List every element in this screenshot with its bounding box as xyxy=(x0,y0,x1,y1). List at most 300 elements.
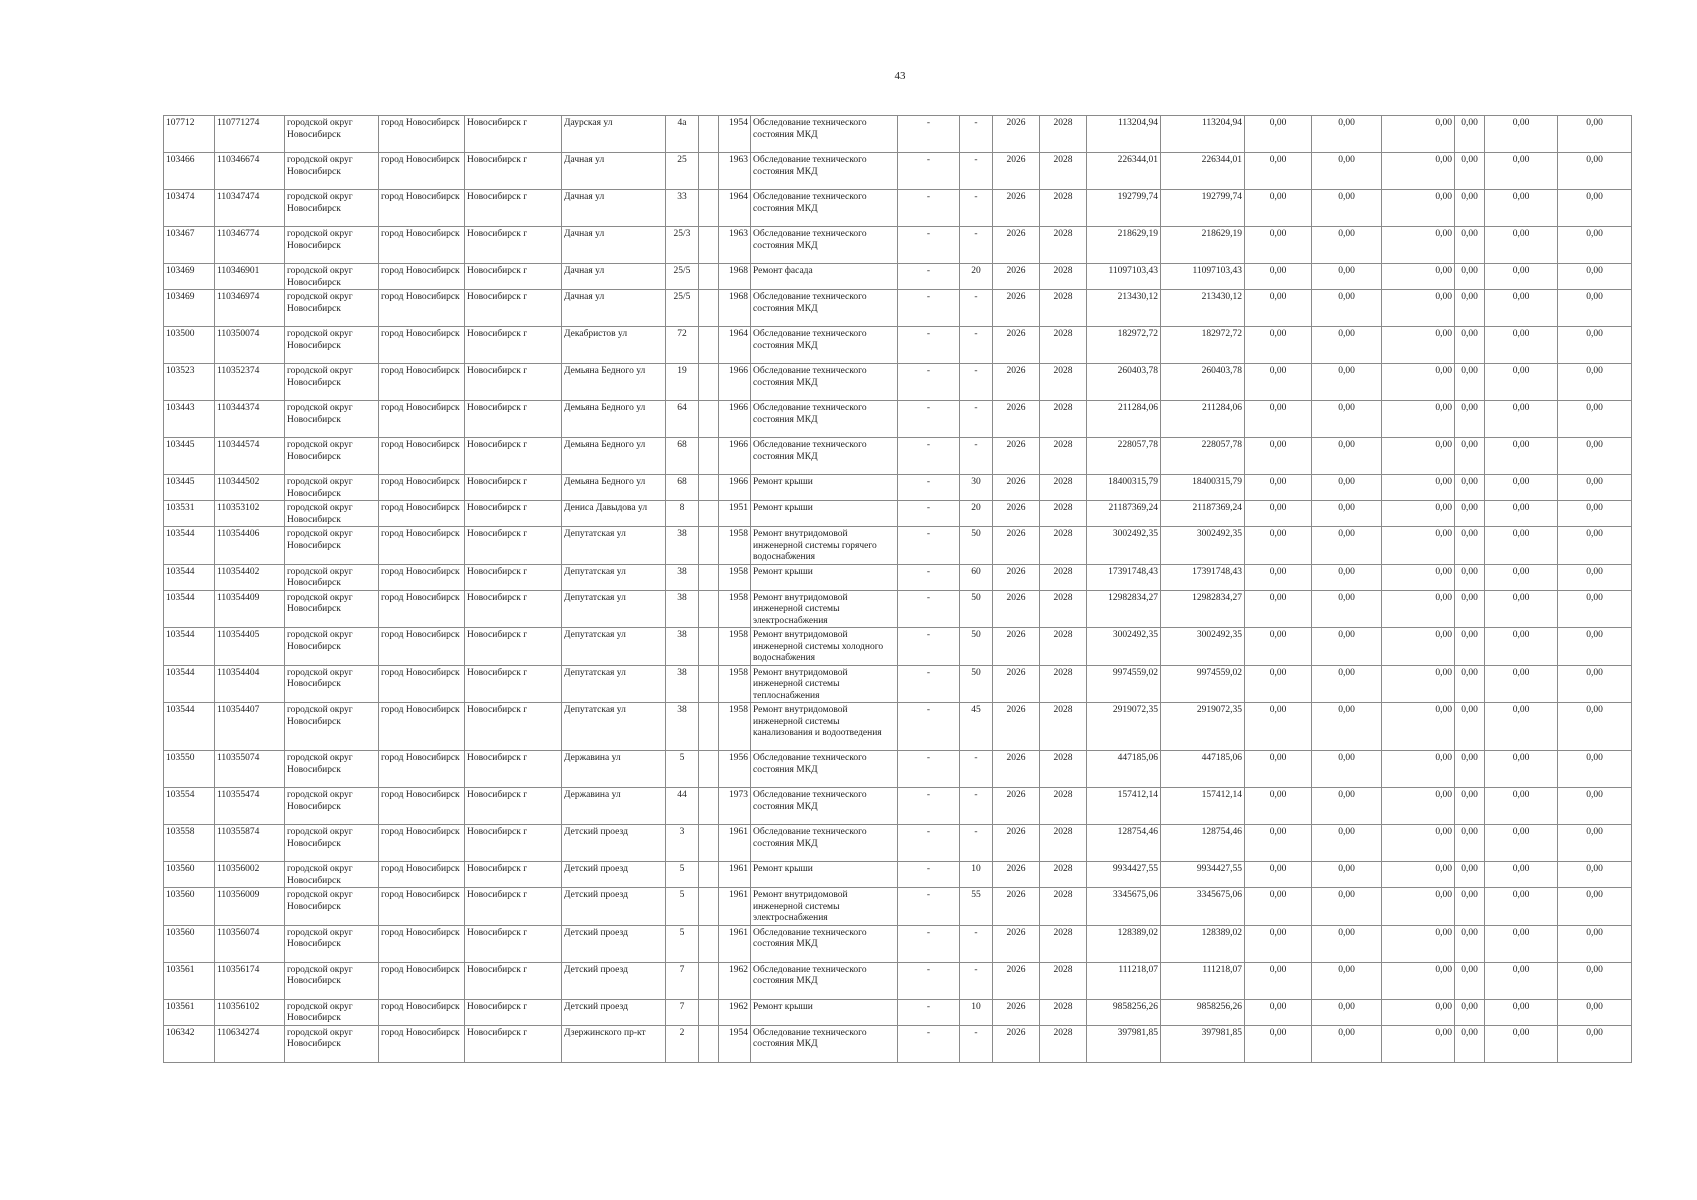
cell-city: Новосибирск г xyxy=(465,527,562,565)
cell-settlement: город Новосибирск xyxy=(379,925,465,962)
cell-house-number: 5 xyxy=(666,862,699,888)
table-row xyxy=(164,862,1632,888)
cell-year-built: 1961 xyxy=(719,862,751,888)
cell-cost-federal: 0,00 xyxy=(1245,788,1312,825)
cell-street: Державина ул xyxy=(562,751,666,788)
cell-cost-owners: 3002492,35 xyxy=(1161,628,1245,666)
cell-end-year: 2028 xyxy=(1040,888,1087,926)
cell-building xyxy=(699,401,719,438)
cell-start-year: 2026 xyxy=(993,999,1040,1025)
cell-house-number: 25 xyxy=(666,153,699,190)
cell-depreciation: - xyxy=(898,527,960,565)
cell-wear-percent: 60 xyxy=(960,564,993,590)
cell-cost-other: 0,00 xyxy=(1455,501,1485,527)
cell-cost-reserve: 0,00 xyxy=(1485,925,1558,962)
cell-street: Дзержинского пр-кт xyxy=(562,1025,666,1062)
cell-cost-extra: 0,00 xyxy=(1558,788,1632,825)
cell-total-cost: 157412,14 xyxy=(1087,788,1161,825)
cell-cost-owners: 3002492,35 xyxy=(1161,527,1245,565)
cell-cost-extra: 0,00 xyxy=(1558,475,1632,501)
cell-city: Новосибирск г xyxy=(465,327,562,364)
table-row xyxy=(164,564,1632,590)
cell-cost-reserve: 0,00 xyxy=(1485,888,1558,926)
cell-depreciation: - xyxy=(898,290,960,327)
cell-municipal-district: городской округ Новосибирск xyxy=(285,501,379,527)
cell-settlement: город Новосибирск xyxy=(379,628,465,666)
cell-cost-extra: 0,00 xyxy=(1558,703,1632,751)
cell-year-built: 1958 xyxy=(719,590,751,628)
cell-settlement: город Новосибирск xyxy=(379,527,465,565)
cell-city: Новосибирск г xyxy=(465,665,562,703)
cell-cost-federal: 0,00 xyxy=(1245,703,1312,751)
cell-cost-local: 0,00 xyxy=(1382,475,1455,501)
cell-cost-other: 0,00 xyxy=(1455,751,1485,788)
cell-municipal-district: городской округ Новосибирск xyxy=(285,825,379,862)
cell-house-number: 38 xyxy=(666,590,699,628)
cell-municipal-district: городской округ Новосибирск xyxy=(285,264,379,290)
cell-item-id: 110356009 xyxy=(215,888,285,926)
cell-cost-local: 0,00 xyxy=(1382,862,1455,888)
cell-city: Новосибирск г xyxy=(465,888,562,926)
cell-cost-reserve: 0,00 xyxy=(1485,501,1558,527)
cell-total-cost: 2919072,35 xyxy=(1087,703,1161,751)
cell-settlement: город Новосибирск xyxy=(379,227,465,264)
cell-end-year: 2028 xyxy=(1040,475,1087,501)
table-row xyxy=(164,227,1632,264)
cell-cost-federal: 0,00 xyxy=(1245,590,1312,628)
cell-item-id: 110346974 xyxy=(215,290,285,327)
cell-municipal-district: городской округ Новосибирск xyxy=(285,788,379,825)
cell-start-year: 2026 xyxy=(993,327,1040,364)
cell-year-built: 1954 xyxy=(719,116,751,153)
cell-item-id: 110354407 xyxy=(215,703,285,751)
cell-start-year: 2026 xyxy=(993,364,1040,401)
cell-cost-other: 0,00 xyxy=(1455,475,1485,501)
cell-work-type: Ремонт внутридомовой инженерной системы канализования и водоотведения xyxy=(751,703,898,751)
cell-year-built: 1961 xyxy=(719,888,751,926)
cell-item-id: 110356074 xyxy=(215,925,285,962)
cell-end-year: 2028 xyxy=(1040,628,1087,666)
cell-start-year: 2026 xyxy=(993,564,1040,590)
cell-total-cost: 226344,01 xyxy=(1087,153,1161,190)
cell-cost-local: 0,00 xyxy=(1382,703,1455,751)
table-row xyxy=(164,116,1632,153)
cell-house-number: 38 xyxy=(666,527,699,565)
cell-cost-owners: 12982834,27 xyxy=(1161,590,1245,628)
cell-cost-local: 0,00 xyxy=(1382,401,1455,438)
cell-wear-percent: - xyxy=(960,751,993,788)
cell-wear-percent: 50 xyxy=(960,665,993,703)
cell-house-id: 103474 xyxy=(164,190,215,227)
cell-item-id: 110354402 xyxy=(215,564,285,590)
cell-start-year: 2026 xyxy=(993,590,1040,628)
cell-cost-regional: 0,00 xyxy=(1312,227,1382,264)
cell-house-number: 38 xyxy=(666,628,699,666)
cell-year-built: 1966 xyxy=(719,401,751,438)
cell-cost-federal: 0,00 xyxy=(1245,751,1312,788)
cell-total-cost: 111218,07 xyxy=(1087,962,1161,999)
cell-street: Демьяна Бедного ул xyxy=(562,401,666,438)
cell-start-year: 2026 xyxy=(993,153,1040,190)
cell-total-cost: 447185,06 xyxy=(1087,751,1161,788)
cell-cost-reserve: 0,00 xyxy=(1485,1025,1558,1062)
cell-house-id: 103445 xyxy=(164,438,215,475)
table-row xyxy=(164,590,1632,628)
cell-cost-local: 0,00 xyxy=(1382,825,1455,862)
cell-cost-extra: 0,00 xyxy=(1558,190,1632,227)
cell-cost-local: 0,00 xyxy=(1382,190,1455,227)
cell-cost-local: 0,00 xyxy=(1382,962,1455,999)
table-row xyxy=(164,925,1632,962)
cell-cost-owners: 9858256,26 xyxy=(1161,999,1245,1025)
cell-cost-local: 0,00 xyxy=(1382,290,1455,327)
cell-city: Новосибирск г xyxy=(465,153,562,190)
cell-cost-reserve: 0,00 xyxy=(1485,590,1558,628)
cell-start-year: 2026 xyxy=(993,665,1040,703)
cell-city: Новосибирск г xyxy=(465,227,562,264)
cell-cost-federal: 0,00 xyxy=(1245,264,1312,290)
cell-house-id: 103544 xyxy=(164,628,215,666)
cell-total-cost: 11097103,43 xyxy=(1087,264,1161,290)
cell-start-year: 2026 xyxy=(993,401,1040,438)
cell-municipal-district: городской округ Новосибирск xyxy=(285,962,379,999)
cell-building xyxy=(699,227,719,264)
cell-cost-other: 0,00 xyxy=(1455,401,1485,438)
cell-end-year: 2028 xyxy=(1040,665,1087,703)
cell-work-type: Обследование технического состояния МКД xyxy=(751,401,898,438)
cell-house-id: 103560 xyxy=(164,888,215,926)
cell-building xyxy=(699,590,719,628)
cell-settlement: город Новосибирск xyxy=(379,153,465,190)
cell-settlement: город Новосибирск xyxy=(379,290,465,327)
cell-cost-regional: 0,00 xyxy=(1312,153,1382,190)
cell-building xyxy=(699,962,719,999)
cell-municipal-district: городской округ Новосибирск xyxy=(285,564,379,590)
cell-municipal-district: городской округ Новосибирск xyxy=(285,703,379,751)
cell-street: Детский проезд xyxy=(562,825,666,862)
cell-cost-federal: 0,00 xyxy=(1245,825,1312,862)
cell-cost-reserve: 0,00 xyxy=(1485,364,1558,401)
cell-house-number: 7 xyxy=(666,999,699,1025)
cell-item-id: 110354406 xyxy=(215,527,285,565)
cell-cost-reserve: 0,00 xyxy=(1485,788,1558,825)
cell-house-id: 103467 xyxy=(164,227,215,264)
cell-cost-federal: 0,00 xyxy=(1245,999,1312,1025)
cell-work-type: Обследование технического состояния МКД xyxy=(751,227,898,264)
cell-municipal-district: городской округ Новосибирск xyxy=(285,665,379,703)
cell-end-year: 2028 xyxy=(1040,153,1087,190)
cell-work-type: Ремонт внутридомовой инженерной системы электроснабжения xyxy=(751,590,898,628)
cell-total-cost: 213430,12 xyxy=(1087,290,1161,327)
cell-settlement: город Новосибирск xyxy=(379,564,465,590)
cell-wear-percent: 10 xyxy=(960,999,993,1025)
cell-cost-local: 0,00 xyxy=(1382,527,1455,565)
cell-wear-percent: 20 xyxy=(960,501,993,527)
cell-cost-owners: 211284,06 xyxy=(1161,401,1245,438)
cell-depreciation: - xyxy=(898,888,960,926)
cell-street: Депутатская ул xyxy=(562,590,666,628)
cell-start-year: 2026 xyxy=(993,190,1040,227)
table-row xyxy=(164,475,1632,501)
cell-cost-reserve: 0,00 xyxy=(1485,862,1558,888)
cell-start-year: 2026 xyxy=(993,751,1040,788)
cell-end-year: 2028 xyxy=(1040,999,1087,1025)
cell-item-id: 110354405 xyxy=(215,628,285,666)
cell-cost-local: 0,00 xyxy=(1382,925,1455,962)
cell-end-year: 2028 xyxy=(1040,862,1087,888)
cell-street: Державина ул xyxy=(562,788,666,825)
cell-cost-other: 0,00 xyxy=(1455,190,1485,227)
cell-wear-percent: - xyxy=(960,153,993,190)
table-row xyxy=(164,703,1632,751)
cell-year-built: 1962 xyxy=(719,962,751,999)
cell-cost-owners: 2919072,35 xyxy=(1161,703,1245,751)
cell-cost-owners: 226344,01 xyxy=(1161,153,1245,190)
cell-city: Новосибирск г xyxy=(465,501,562,527)
cell-cost-federal: 0,00 xyxy=(1245,475,1312,501)
cell-cost-owners: 11097103,43 xyxy=(1161,264,1245,290)
table-row xyxy=(164,788,1632,825)
cell-building xyxy=(699,116,719,153)
cell-cost-local: 0,00 xyxy=(1382,227,1455,264)
cell-settlement: город Новосибирск xyxy=(379,327,465,364)
cell-year-built: 1958 xyxy=(719,527,751,565)
cell-building xyxy=(699,364,719,401)
cell-work-type: Обследование технического состояния МКД xyxy=(751,438,898,475)
cell-street: Детский проезд xyxy=(562,888,666,926)
cell-cost-other: 0,00 xyxy=(1455,227,1485,264)
cell-depreciation: - xyxy=(898,862,960,888)
cell-cost-owners: 182972,72 xyxy=(1161,327,1245,364)
cell-cost-other: 0,00 xyxy=(1455,438,1485,475)
cell-cost-extra: 0,00 xyxy=(1558,628,1632,666)
cell-wear-percent: 45 xyxy=(960,703,993,751)
cell-municipal-district: городской округ Новосибирск xyxy=(285,153,379,190)
cell-year-built: 1958 xyxy=(719,665,751,703)
cell-year-built: 1963 xyxy=(719,153,751,190)
cell-building xyxy=(699,888,719,926)
cell-house-id: 103544 xyxy=(164,665,215,703)
cell-cost-federal: 0,00 xyxy=(1245,401,1312,438)
cell-item-id: 110354409 xyxy=(215,590,285,628)
cell-cost-local: 0,00 xyxy=(1382,751,1455,788)
cell-cost-owners: 113204,94 xyxy=(1161,116,1245,153)
cell-depreciation: - xyxy=(898,628,960,666)
cell-cost-other: 0,00 xyxy=(1455,628,1485,666)
cell-house-number: 5 xyxy=(666,888,699,926)
cell-cost-other: 0,00 xyxy=(1455,925,1485,962)
cell-street: Депутатская ул xyxy=(562,665,666,703)
cell-start-year: 2026 xyxy=(993,290,1040,327)
cell-municipal-district: городской округ Новосибирск xyxy=(285,438,379,475)
cell-cost-regional: 0,00 xyxy=(1312,327,1382,364)
cell-cost-regional: 0,00 xyxy=(1312,788,1382,825)
cell-cost-local: 0,00 xyxy=(1382,888,1455,926)
cell-start-year: 2026 xyxy=(993,264,1040,290)
cell-item-id: 110634274 xyxy=(215,1025,285,1062)
table-row xyxy=(164,438,1632,475)
cell-year-built: 1966 xyxy=(719,475,751,501)
cell-street: Даурская ул xyxy=(562,116,666,153)
cell-city: Новосибирск г xyxy=(465,1025,562,1062)
cell-cost-regional: 0,00 xyxy=(1312,925,1382,962)
cell-street: Дениса Давыдова ул xyxy=(562,501,666,527)
cell-settlement: город Новосибирск xyxy=(379,665,465,703)
cell-cost-local: 0,00 xyxy=(1382,327,1455,364)
cell-start-year: 2026 xyxy=(993,227,1040,264)
cell-total-cost: 3002492,35 xyxy=(1087,628,1161,666)
cell-work-type: Ремонт крыши xyxy=(751,501,898,527)
cell-settlement: город Новосибирск xyxy=(379,264,465,290)
cell-city: Новосибирск г xyxy=(465,264,562,290)
cell-house-id: 103544 xyxy=(164,564,215,590)
cell-cost-other: 0,00 xyxy=(1455,788,1485,825)
cell-end-year: 2028 xyxy=(1040,751,1087,788)
cell-house-id: 103561 xyxy=(164,999,215,1025)
cell-cost-other: 0,00 xyxy=(1455,962,1485,999)
cell-cost-regional: 0,00 xyxy=(1312,999,1382,1025)
cell-cost-extra: 0,00 xyxy=(1558,1025,1632,1062)
cell-house-id: 107712 xyxy=(164,116,215,153)
cell-cost-reserve: 0,00 xyxy=(1485,401,1558,438)
cell-cost-owners: 213430,12 xyxy=(1161,290,1245,327)
cell-work-type: Обследование технического состояния МКД xyxy=(751,290,898,327)
cell-street: Дачная ул xyxy=(562,190,666,227)
cell-cost-reserve: 0,00 xyxy=(1485,962,1558,999)
cell-street: Дачная ул xyxy=(562,290,666,327)
cell-building xyxy=(699,628,719,666)
cell-house-number: 25/3 xyxy=(666,227,699,264)
cell-municipal-district: городской округ Новосибирск xyxy=(285,751,379,788)
cell-cost-extra: 0,00 xyxy=(1558,564,1632,590)
cell-municipal-district: городской округ Новосибирск xyxy=(285,116,379,153)
cell-wear-percent: - xyxy=(960,327,993,364)
cell-item-id: 110356102 xyxy=(215,999,285,1025)
cell-depreciation: - xyxy=(898,401,960,438)
table-row xyxy=(164,153,1632,190)
cell-city: Новосибирск г xyxy=(465,825,562,862)
cell-wear-percent: 50 xyxy=(960,590,993,628)
cell-building xyxy=(699,665,719,703)
cell-end-year: 2028 xyxy=(1040,264,1087,290)
cell-item-id: 110356002 xyxy=(215,862,285,888)
cell-depreciation: - xyxy=(898,703,960,751)
cell-cost-local: 0,00 xyxy=(1382,628,1455,666)
cell-item-id: 110344502 xyxy=(215,475,285,501)
cell-house-id: 103531 xyxy=(164,501,215,527)
cell-work-type: Обследование технического состояния МКД xyxy=(751,925,898,962)
cell-cost-owners: 447185,06 xyxy=(1161,751,1245,788)
cell-cost-regional: 0,00 xyxy=(1312,438,1382,475)
cell-total-cost: 17391748,43 xyxy=(1087,564,1161,590)
cell-cost-other: 0,00 xyxy=(1455,564,1485,590)
cell-start-year: 2026 xyxy=(993,628,1040,666)
cell-cost-local: 0,00 xyxy=(1382,665,1455,703)
cell-total-cost: 9934427,55 xyxy=(1087,862,1161,888)
cell-total-cost: 18400315,79 xyxy=(1087,475,1161,501)
cell-cost-extra: 0,00 xyxy=(1558,290,1632,327)
cell-house-id: 103554 xyxy=(164,788,215,825)
cell-settlement: город Новосибирск xyxy=(379,590,465,628)
cell-start-year: 2026 xyxy=(993,888,1040,926)
cell-item-id: 110344374 xyxy=(215,401,285,438)
cell-street: Детский проезд xyxy=(562,862,666,888)
cell-street: Депутатская ул xyxy=(562,564,666,590)
cell-house-id: 103558 xyxy=(164,825,215,862)
cell-building xyxy=(699,1025,719,1062)
cell-work-type: Обследование технического состояния МКД xyxy=(751,962,898,999)
cell-item-id: 110771274 xyxy=(215,116,285,153)
cell-cost-regional: 0,00 xyxy=(1312,825,1382,862)
cell-work-type: Ремонт крыши xyxy=(751,475,898,501)
cell-year-built: 1962 xyxy=(719,999,751,1025)
cell-wear-percent: - xyxy=(960,788,993,825)
cell-settlement: город Новосибирск xyxy=(379,825,465,862)
cell-cost-reserve: 0,00 xyxy=(1485,153,1558,190)
cell-cost-regional: 0,00 xyxy=(1312,564,1382,590)
cell-street: Дачная ул xyxy=(562,153,666,190)
cell-cost-extra: 0,00 xyxy=(1558,501,1632,527)
table-row xyxy=(164,825,1632,862)
cell-building xyxy=(699,564,719,590)
cell-cost-extra: 0,00 xyxy=(1558,116,1632,153)
cell-year-built: 1963 xyxy=(719,227,751,264)
cell-street: Дачная ул xyxy=(562,264,666,290)
cell-total-cost: 128754,46 xyxy=(1087,825,1161,862)
cell-house-number: 64 xyxy=(666,401,699,438)
cell-city: Новосибирск г xyxy=(465,290,562,327)
cell-cost-local: 0,00 xyxy=(1382,1025,1455,1062)
cell-house-number: 44 xyxy=(666,788,699,825)
cell-work-type: Обследование технического состояния МКД xyxy=(751,364,898,401)
cell-cost-extra: 0,00 xyxy=(1558,527,1632,565)
cell-house-id: 103544 xyxy=(164,527,215,565)
table-row xyxy=(164,401,1632,438)
cell-item-id: 110355874 xyxy=(215,825,285,862)
cell-municipal-district: городской округ Новосибирск xyxy=(285,888,379,926)
table-row xyxy=(164,1025,1632,1062)
cell-municipal-district: городской округ Новосибирск xyxy=(285,190,379,227)
cell-depreciation: - xyxy=(898,153,960,190)
cell-wear-percent: 50 xyxy=(960,628,993,666)
cell-city: Новосибирск г xyxy=(465,590,562,628)
cell-wear-percent: - xyxy=(960,962,993,999)
cell-work-type: Обследование технического состояния МКД xyxy=(751,788,898,825)
table-row xyxy=(164,888,1632,926)
cell-start-year: 2026 xyxy=(993,501,1040,527)
cell-end-year: 2028 xyxy=(1040,703,1087,751)
cell-wear-percent: - xyxy=(960,290,993,327)
cell-house-number: 33 xyxy=(666,190,699,227)
cell-settlement: город Новосибирск xyxy=(379,1025,465,1062)
cell-building xyxy=(699,475,719,501)
cell-cost-federal: 0,00 xyxy=(1245,925,1312,962)
cell-cost-extra: 0,00 xyxy=(1558,751,1632,788)
cell-work-type: Ремонт внутридомовой инженерной системы теплоснабжения xyxy=(751,665,898,703)
cell-cost-regional: 0,00 xyxy=(1312,116,1382,153)
cell-cost-extra: 0,00 xyxy=(1558,327,1632,364)
cell-street: Дачная ул xyxy=(562,227,666,264)
cell-house-number: 68 xyxy=(666,438,699,475)
cell-building xyxy=(699,862,719,888)
cell-cost-reserve: 0,00 xyxy=(1485,751,1558,788)
cell-wear-percent: - xyxy=(960,401,993,438)
cell-house-id: 103445 xyxy=(164,475,215,501)
cell-cost-regional: 0,00 xyxy=(1312,703,1382,751)
cell-cost-local: 0,00 xyxy=(1382,153,1455,190)
cell-cost-other: 0,00 xyxy=(1455,703,1485,751)
cell-end-year: 2028 xyxy=(1040,1025,1087,1062)
